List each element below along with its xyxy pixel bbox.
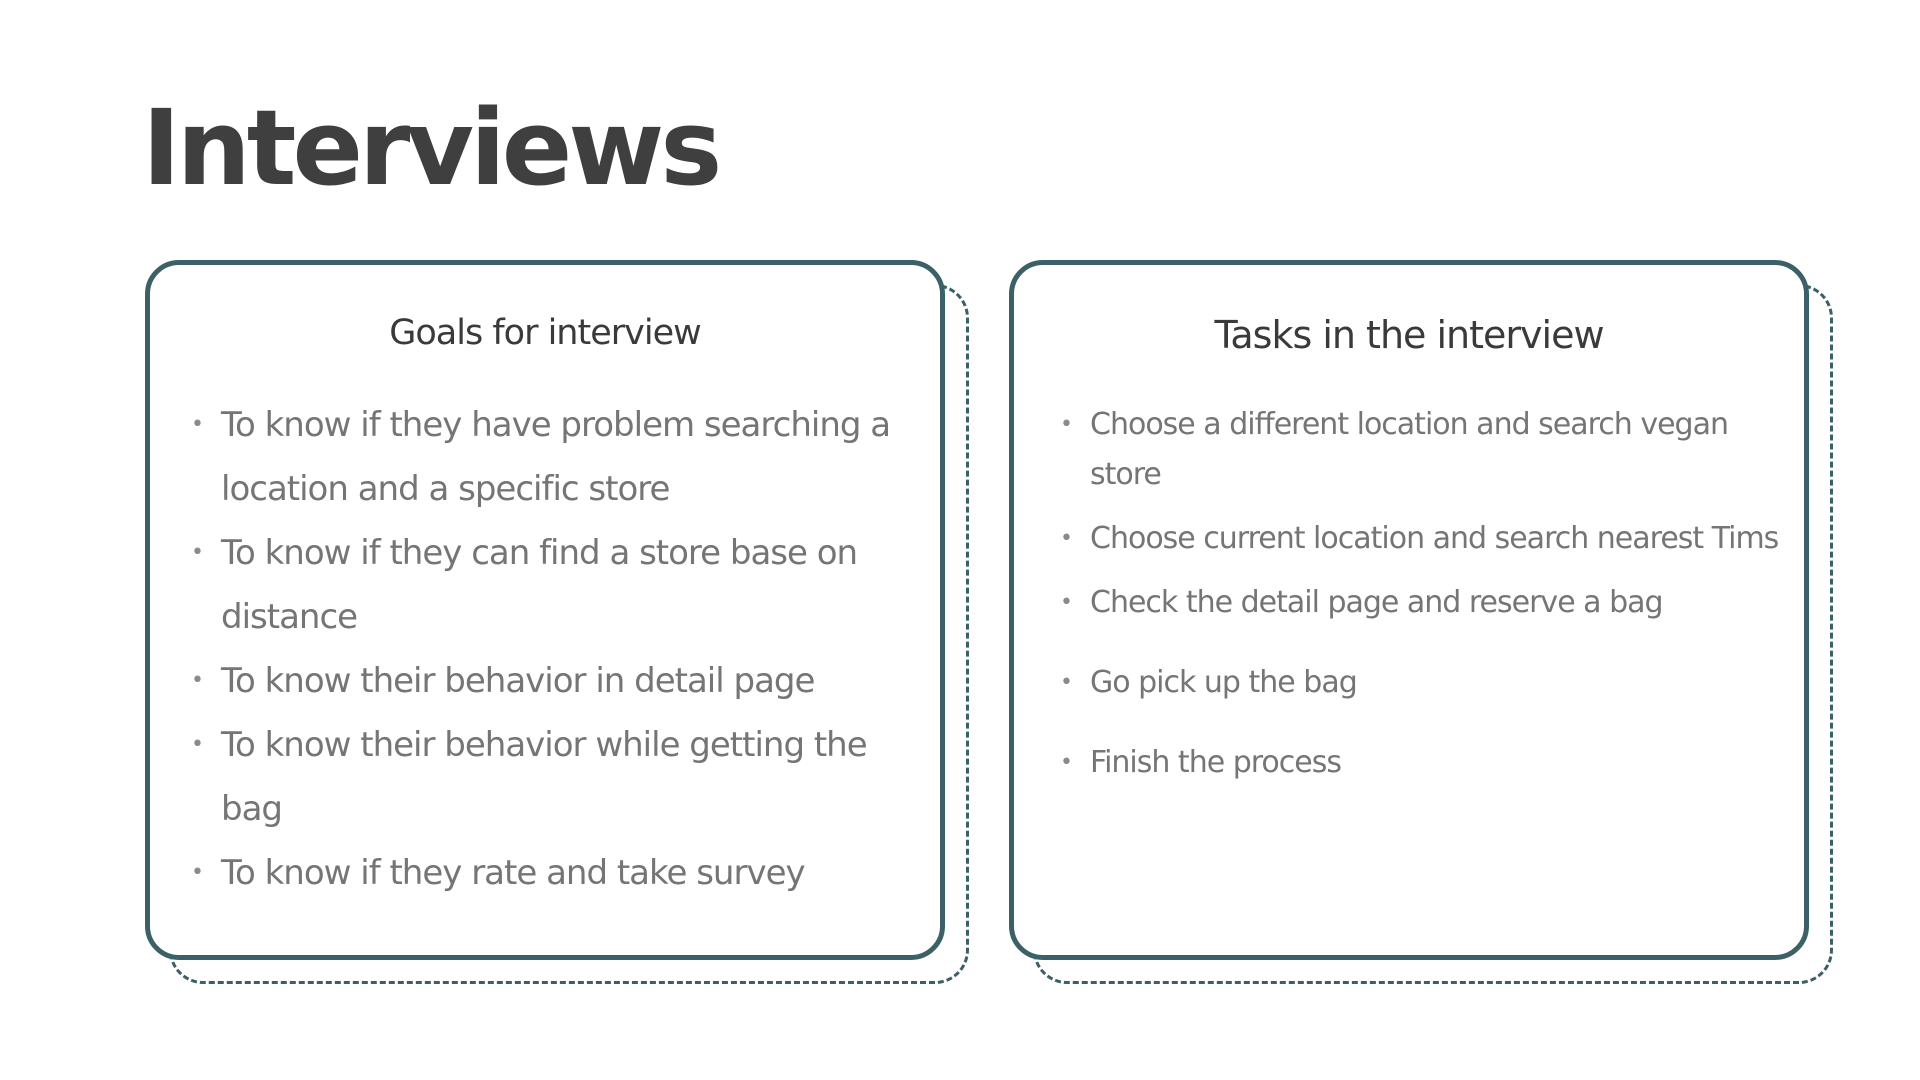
tasks-list-item [1056, 578, 1796, 628]
tasks-card-panel [1009, 260, 1809, 960]
tasks-list-item [1056, 658, 1796, 708]
goals-list-item [187, 393, 927, 521]
bullet-icon: • [191, 540, 203, 565]
tasks-card [1009, 260, 1809, 960]
goals-list-item [187, 713, 927, 841]
page-title: Interviews [142, 87, 719, 209]
goals-list-item-text: To know if they rate and take survey [221, 853, 805, 893]
goals-card [145, 260, 945, 960]
tasks-list [1056, 400, 1796, 802]
goals-list-item-text: To know if they can find a store base on distance [221, 533, 858, 637]
goals-list-item [187, 649, 927, 713]
bullet-icon: • [1060, 590, 1072, 615]
tasks-list-item-text: Choose current location and search nearest Tims [1090, 521, 1779, 556]
tasks-list-item-text: Finish the process [1090, 745, 1341, 780]
tasks-card-heading: Tasks in the interview [1214, 313, 1604, 357]
bullet-icon: • [191, 412, 203, 437]
goals-card-heading: Goals for interview [389, 313, 701, 353]
tasks-list-item [1056, 738, 1796, 788]
bullet-icon: • [191, 732, 203, 757]
bullet-icon: • [1060, 526, 1072, 551]
bullet-icon: • [1060, 670, 1072, 695]
tasks-list-item-text: Check the detail page and reserve a bag [1090, 585, 1663, 620]
tasks-list-item-text: Choose a different location and search vegan store [1090, 407, 1729, 492]
tasks-list-item [1056, 514, 1796, 564]
goals-list-item-text: To know if they have problem searching a location and a specific store [221, 405, 891, 509]
goals-card-panel [145, 260, 945, 960]
bullet-icon: • [191, 860, 203, 885]
goals-list-item [187, 841, 927, 905]
bullet-icon: • [1060, 750, 1072, 775]
goals-list-item-text: To know their behavior while getting the bag [221, 725, 867, 829]
goals-list-item-text: To know their behavior in detail page [221, 661, 815, 701]
tasks-list-item-text: Go pick up the bag [1090, 665, 1357, 700]
goals-list-item [187, 521, 927, 649]
bullet-icon: • [191, 668, 203, 693]
goals-list [187, 393, 927, 905]
tasks-list-item [1056, 400, 1796, 500]
bullet-icon: • [1060, 412, 1072, 437]
